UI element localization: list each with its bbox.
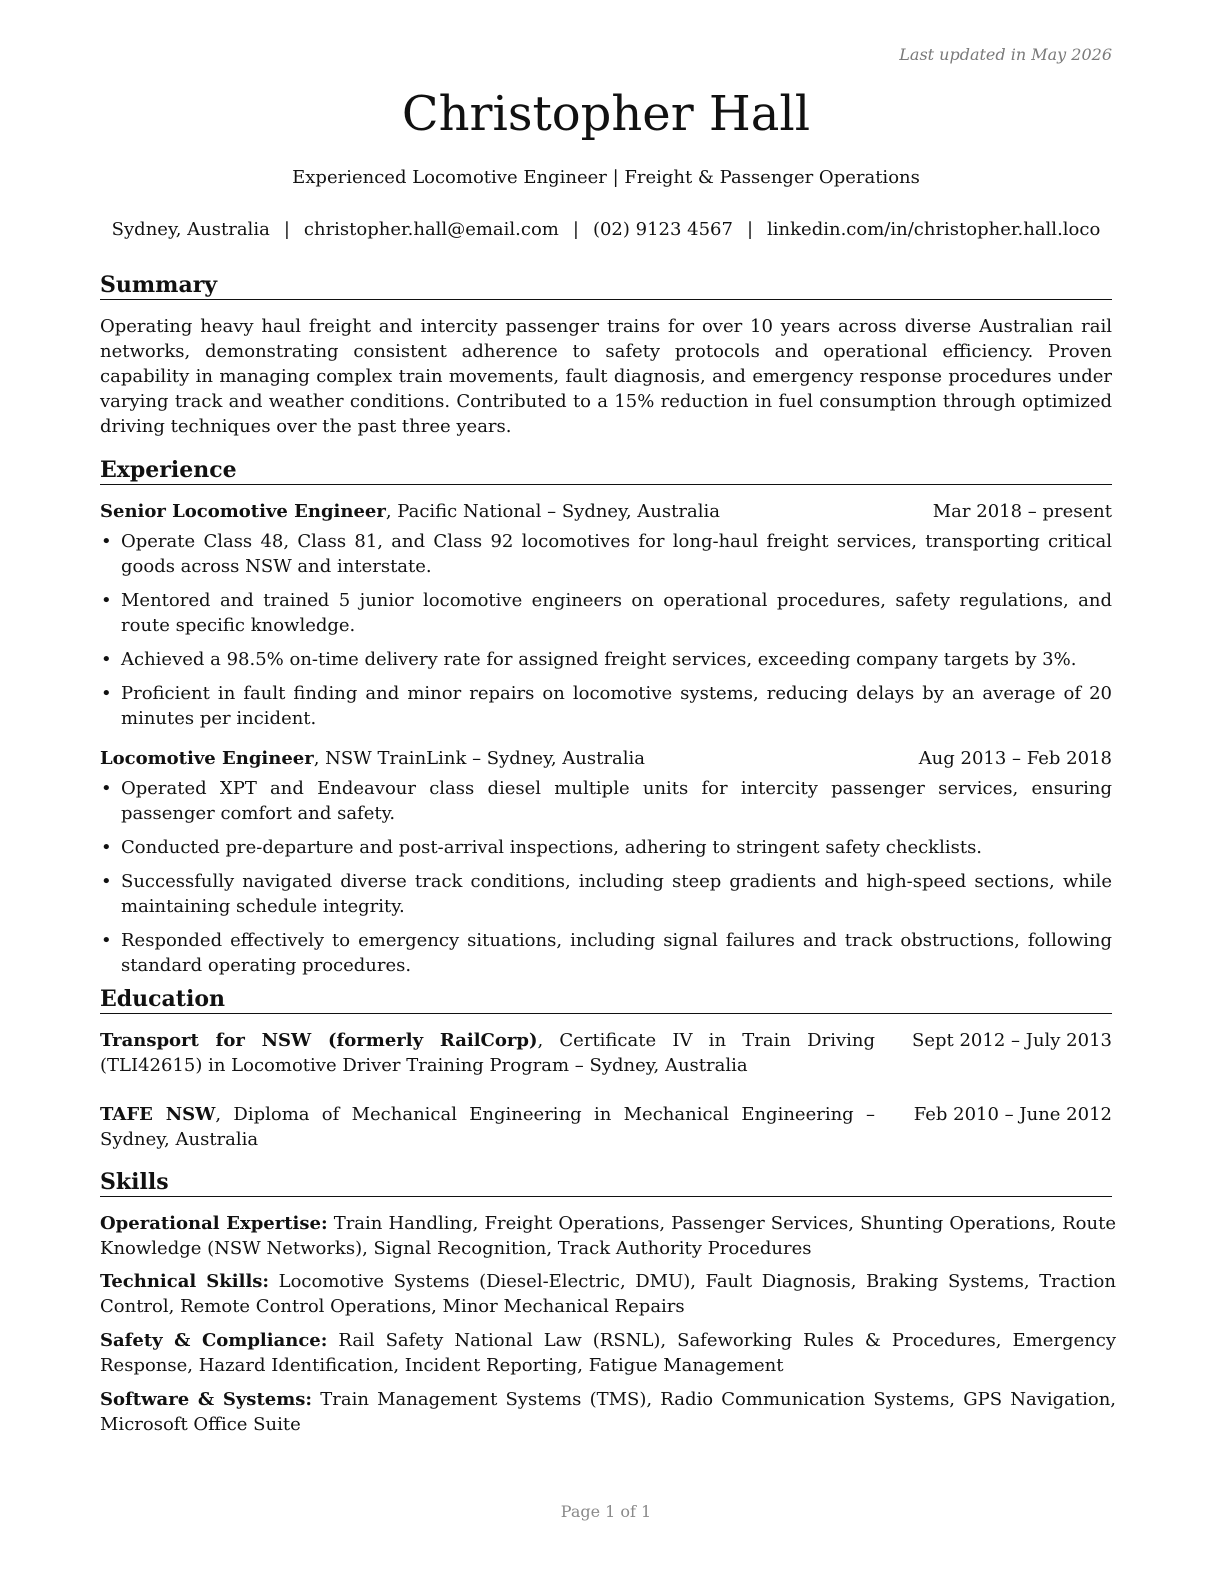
page-number: Page 1 of 1 xyxy=(560,1502,652,1521)
bullet-item: • Successfully navigated diverse track conditions, including steep gradients and high-speed sections, while maintaining schedule integrity. xyxy=(100,869,1112,919)
education-dates: Feb 2010 – June 2012 xyxy=(913,1104,1112,1125)
education-text xyxy=(100,1102,875,1152)
bullet-item: • Proficient in fault finding and minor repairs on locomotive systems, reducing delays by an average of 20 minutes per incident. xyxy=(100,681,1112,731)
job-header xyxy=(100,746,1112,771)
linkedin-link[interactable]: linkedin.com/in/christopher.hall.loco xyxy=(767,219,1101,240)
tagline: Experienced Locomotive Engineer | Freight & Passenger Operations xyxy=(292,167,920,188)
skill-item xyxy=(100,1328,1116,1378)
section-title-skills: Skills xyxy=(100,1169,1112,1197)
institution: TAFE NSW xyxy=(100,1104,216,1125)
contact-line xyxy=(100,219,1112,240)
bullet-item: • Responded effectively to emergency situations, including signal failures and track obstructions, following standard operating procedures. xyxy=(100,928,1112,978)
last-updated: Last updated in May 2026 xyxy=(899,45,1112,64)
skill-text: Rail Safety National Law (RSNL), Safeworking Rules & Procedures, Emergency Response, Hazard Identification, Incident Reporting, Fatigue Management xyxy=(100,1330,1116,1376)
skill-label: Operational Expertise: xyxy=(100,1213,328,1234)
section-title-summary: Summary xyxy=(100,272,1112,300)
skill-item xyxy=(100,1269,1116,1319)
skill-item xyxy=(100,1387,1116,1437)
skill-label: Technical Skills: xyxy=(100,1271,270,1292)
candidate-name: Christopher Hall xyxy=(401,86,811,142)
skill-label: Software & Systems: xyxy=(100,1389,313,1410)
job-bullets xyxy=(100,529,1112,740)
skill-text: Locomotive Systems (Diesel-Electric, DMU), Fault Diagnosis, Braking Systems, Traction Control, Remote Control Operations, Minor Mechanical Repairs xyxy=(100,1271,1116,1317)
skill-label: Safety & Compliance: xyxy=(100,1330,328,1351)
job-org: , Pacific National – Sydney, Australia xyxy=(385,501,720,522)
job-org: , NSW TrainLink – Sydney, Australia xyxy=(313,748,645,769)
bullet-item: • Conducted pre-departure and post-arrival inspections, adhering to stringent safety checklists. xyxy=(100,835,1112,860)
education-item xyxy=(100,1102,1112,1152)
email-link[interactable]: christopher.hall@email.com xyxy=(303,219,559,240)
skill-text: Train Management Systems (TMS), Radio Communication Systems, GPS Navigation, Microsoft Office Suite xyxy=(100,1389,1117,1435)
bullet-item: • Mentored and trained 5 junior locomotive engineers on operational procedures, safety regulations, and route specific knowledge. xyxy=(100,588,1112,638)
education-dates: Sept 2012 – July 2013 xyxy=(912,1030,1112,1051)
skill-text: Train Handling, Freight Operations, Passenger Services, Shunting Operations, Route Knowledge (NSW Networks), Signal Recognition, Track Authority Procedures xyxy=(100,1213,1116,1259)
summary-text: Operating heavy haul freight and intercity passenger trains for over 10 years across diverse Australian rail networks, demonstrating consistent adherence to safety protocols and operational efficiency. Proven capability in managing complex train movements, fault diagnosis, and emergency response procedures under varying track and weather conditions. Contributed to a 15% reduction in fuel consumption through optimized driving techniques over the past three years. xyxy=(100,316,1112,437)
bullet-item: • Achieved a 98.5% on-time delivery rate for assigned freight services, exceeding company targets by 3%. xyxy=(100,647,1112,672)
job-dates: Aug 2013 – Feb 2018 xyxy=(918,748,1112,769)
job-bullets xyxy=(100,776,1112,987)
job-dates: Mar 2018 – present xyxy=(932,501,1112,522)
education-details: , Certificate IV in Train Driving (TLI42615) in Locomotive Driver Training Program – Sydney, Australia xyxy=(100,1030,875,1076)
skill-item xyxy=(100,1211,1116,1261)
location: Sydney, Australia xyxy=(111,219,270,240)
bullet-item: • Operated XPT and Endeavour class diesel multiple units for intercity passenger services, ensuring passenger comfort and safety. xyxy=(100,776,1112,826)
phone: (02) 9123 4567 xyxy=(592,219,733,240)
job-role: Senior Locomotive Engineer xyxy=(100,501,386,522)
education-text xyxy=(100,1028,875,1078)
section-title-experience: Experience xyxy=(100,457,1112,485)
section-title-education: Education xyxy=(100,986,1112,1014)
institution: Transport for NSW (formerly RailCorp) xyxy=(100,1030,538,1051)
bullet-item: • Operate Class 48, Class 81, and Class 92 locomotives for long-haul freight services, transporting critical goods across NSW and interstate. xyxy=(100,529,1112,579)
job-header xyxy=(100,499,1112,524)
separator: | xyxy=(572,219,579,240)
resume-page xyxy=(100,0,1117,1584)
separator: | xyxy=(283,219,290,240)
separator: | xyxy=(746,219,754,240)
job-role: Locomotive Engineer xyxy=(100,748,314,769)
education-details: , Diploma of Mechanical Engineering in Mechanical Engineering – Sydney, Australia xyxy=(100,1104,875,1150)
education-item xyxy=(100,1028,1112,1078)
